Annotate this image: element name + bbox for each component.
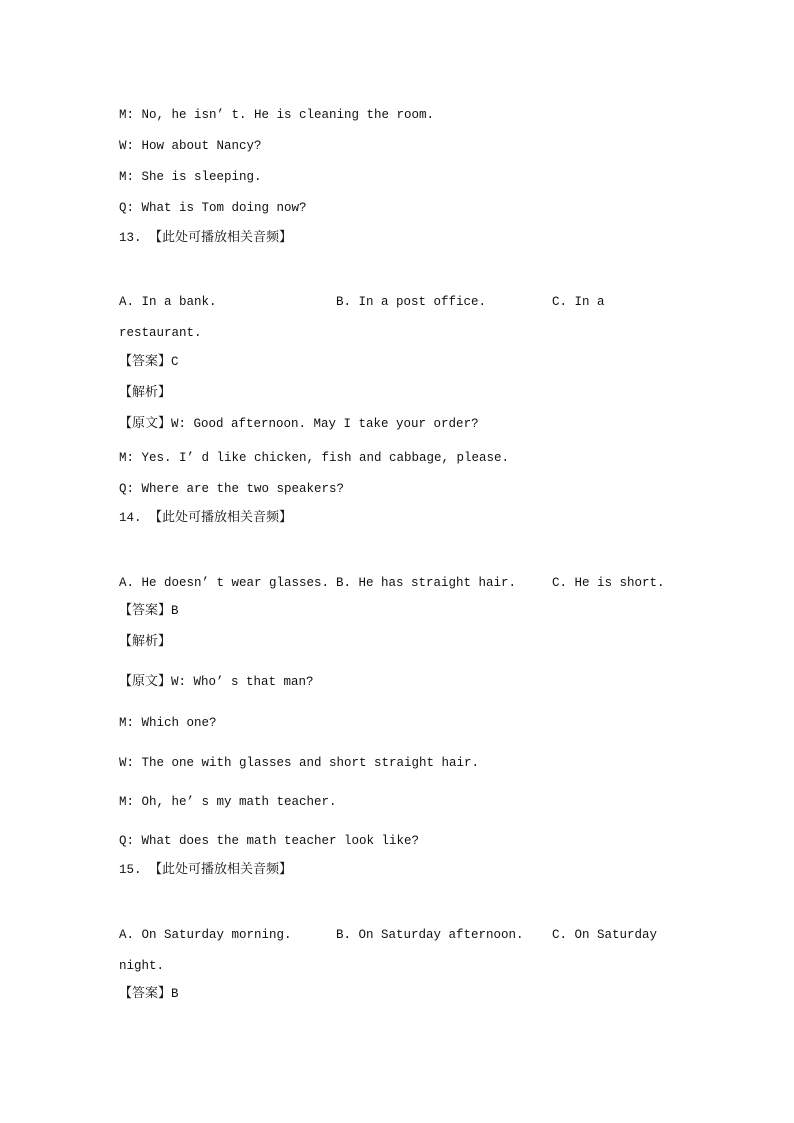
dialogue-line: W: The one with glasses and short straight hair. <box>119 756 480 770</box>
answer-label: 【答案】 <box>119 354 172 369</box>
question-number: 15. <box>119 863 142 877</box>
audio-placeholder[interactable]: 【此处可播放相关音频】 <box>149 230 293 245</box>
answer-line <box>119 603 179 619</box>
question-number: 14. <box>119 511 142 525</box>
option-c-continued: restaurant. <box>119 326 202 340</box>
dialogue-line: M: Which one? <box>119 716 217 730</box>
option-c: C. He is short. <box>552 576 665 590</box>
answer-value: C <box>171 355 179 369</box>
dialogue-line: M: Oh, he’ s my math teacher. <box>119 795 337 809</box>
script-line <box>119 416 479 432</box>
question-15-header <box>119 862 292 878</box>
script-label: 【原文】 <box>119 416 172 431</box>
analysis-label: 【解析】 <box>119 385 172 400</box>
audio-placeholder[interactable]: 【此处可播放相关音频】 <box>149 862 293 877</box>
dialogue-line: M: Yes. I’ d like chicken, fish and cabbage, please. <box>119 451 510 465</box>
answer-value: B <box>171 987 179 1001</box>
option-a: A. On Saturday morning. <box>119 928 292 942</box>
question-line: Q: What is Tom doing now? <box>119 201 307 215</box>
script-line <box>119 674 314 690</box>
dialogue-line: M: No, he isn’ t. He is cleaning the room. <box>119 108 435 122</box>
dialogue-line: W: Who’ s that man? <box>171 675 314 689</box>
question-14-header <box>119 510 292 526</box>
dialogue-line: M: She is sleeping. <box>119 170 262 184</box>
audio-placeholder[interactable]: 【此处可播放相关音频】 <box>149 510 293 525</box>
option-a: A. He doesn’ t wear glasses. <box>119 576 330 590</box>
option-c: C. In a <box>552 295 605 309</box>
question-number: 13. <box>119 231 142 245</box>
option-c-continued: night. <box>119 959 165 973</box>
answer-label: 【答案】 <box>119 603 172 618</box>
answer-line <box>119 354 179 370</box>
question-13-header <box>119 230 292 246</box>
script-label: 【原文】 <box>119 674 172 689</box>
answer-value: B <box>171 604 179 618</box>
option-b: B. In a post office. <box>336 295 487 309</box>
question-line: Q: What does the math teacher look like? <box>119 834 420 848</box>
dialogue-line: W: Good afternoon. May I take your order? <box>171 417 479 431</box>
answer-line <box>119 986 179 1002</box>
question-line: Q: Where are the two speakers? <box>119 482 345 496</box>
analysis-label: 【解析】 <box>119 634 172 649</box>
answer-label: 【答案】 <box>119 986 172 1001</box>
option-b: B. On Saturday afternoon. <box>336 928 524 942</box>
option-a: A. In a bank. <box>119 295 217 309</box>
option-b: B. He has straight hair. <box>336 576 517 590</box>
option-c: C. On Saturday <box>552 928 658 942</box>
dialogue-line: W: How about Nancy? <box>119 139 262 153</box>
